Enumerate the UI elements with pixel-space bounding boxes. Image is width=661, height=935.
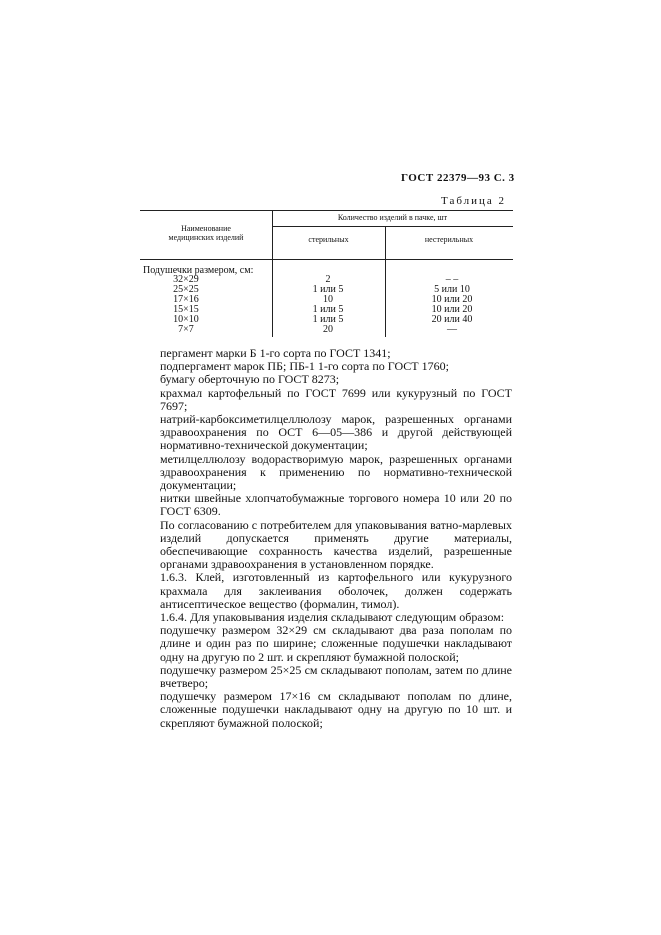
paragraph: подушечку размером 25×25 см складывают пополам, затем по длине вчетверо; xyxy=(160,662,512,691)
size-cell: 7×7 xyxy=(178,324,194,335)
sterile-cell: 2 xyxy=(325,274,331,285)
paragraph: натрий-карбоксиметилцеллюлозу марок, разрешенных органами здравоохранения по ОСТ 6—05—386 и другой действующей нормативно-технической документации; xyxy=(160,412,512,453)
body-text xyxy=(141,347,512,730)
sterile-column-header: стерильных xyxy=(308,235,349,244)
paragraph: По согласованию с потребителем для упаковывания ватно-марлевых изделий допускается применять другие материалы, обеспечивающие сохранность качества изделий, разрешенные органами здравоохранения в установленном порядке. xyxy=(160,517,512,572)
paragraph: нитки швейные хлопчатобумажные торгового номера 10 или 20 по ГОСТ 6309. xyxy=(160,491,512,519)
nonsterile-cell: 10 или 20 xyxy=(431,294,473,305)
nonsterile-column-header: нестерильных xyxy=(424,235,474,244)
paragraph: 1.6.3. Клей, изготовленный из картофельного или кукурузного крахмала для заклеивания оболочек, должен содержать антисептическое вещество (формалин, тимол). xyxy=(160,570,512,611)
paragraph: бумагу оберточную по ГОСТ 8273; xyxy=(160,372,340,387)
table-label: Таблица 2 xyxy=(441,195,507,207)
paragraph: подушечку размером 17×16 см складывают пополам по длине, сложенные подушечки накладывают одну на другую по 10 шт. и скрепляют бумажной полоской; xyxy=(160,689,512,730)
table-header-rule xyxy=(140,259,513,260)
sterile-cell: 1 или 5 xyxy=(312,314,344,325)
paragraph: 1.6.4. Для упаковывания изделия складывают следующим образом: xyxy=(160,610,505,625)
paragraph: пергамент марки Б 1-го сорта по ГОСТ 1341; xyxy=(160,346,391,360)
sterile-cell: 1 или 5 xyxy=(312,304,344,315)
name-column-header-line: Наименование xyxy=(181,224,231,233)
quantity-group-header: Количество изделий в пачке, шт xyxy=(337,213,448,222)
nonsterile-cell: — xyxy=(447,324,457,335)
table-section-title: Подушечки размером, см: xyxy=(143,265,254,276)
size-cell: 15×15 xyxy=(173,304,199,315)
sterile-cell: 10 xyxy=(323,294,333,305)
nonsterile-cell: – – xyxy=(445,274,459,285)
nonsterile-cell: 20 или 40 xyxy=(431,314,473,325)
nonsterile-cell: 10 или 20 xyxy=(431,304,473,315)
size-cell: 25×25 xyxy=(173,284,199,295)
page-header: ГОСТ 22379—93 С. 3 xyxy=(401,172,515,184)
size-cell: 17×16 xyxy=(173,294,199,305)
paragraph: крахмал картофельный по ГОСТ 7699 или кукурузный по ГОСТ 7697; xyxy=(160,385,512,413)
table-col-divider xyxy=(272,210,273,337)
sterile-cell: 1 или 5 xyxy=(312,284,344,295)
nonsterile-cell: 5 или 10 xyxy=(434,284,470,295)
paragraph: подпергамент марок ПБ; ПБ-1 1-го сорта по ГОСТ 1760; xyxy=(160,359,449,374)
size-cell: 10×10 xyxy=(173,314,199,325)
paragraph: подушечку размером 32×29 см складывают два раза пополам по длине и один раз по ширине; сложенные подушечки накладывают одну на другую по 2 шт. и скрепляют бумажной полоской; xyxy=(160,623,512,664)
name-column-header-line: медицинских изделий xyxy=(168,233,244,242)
paragraph: метилцеллюлозу водорастворимую марок, разрешенных органами здравоохранения к применению по нормативно-технической документации; xyxy=(160,451,512,493)
table-subheader-rule xyxy=(272,226,513,227)
table-top-rule xyxy=(140,210,513,211)
table xyxy=(140,210,513,337)
sterile-cell: 20 xyxy=(323,324,333,335)
name-column-header xyxy=(140,224,272,242)
size-cell: 32×29 xyxy=(173,274,199,285)
